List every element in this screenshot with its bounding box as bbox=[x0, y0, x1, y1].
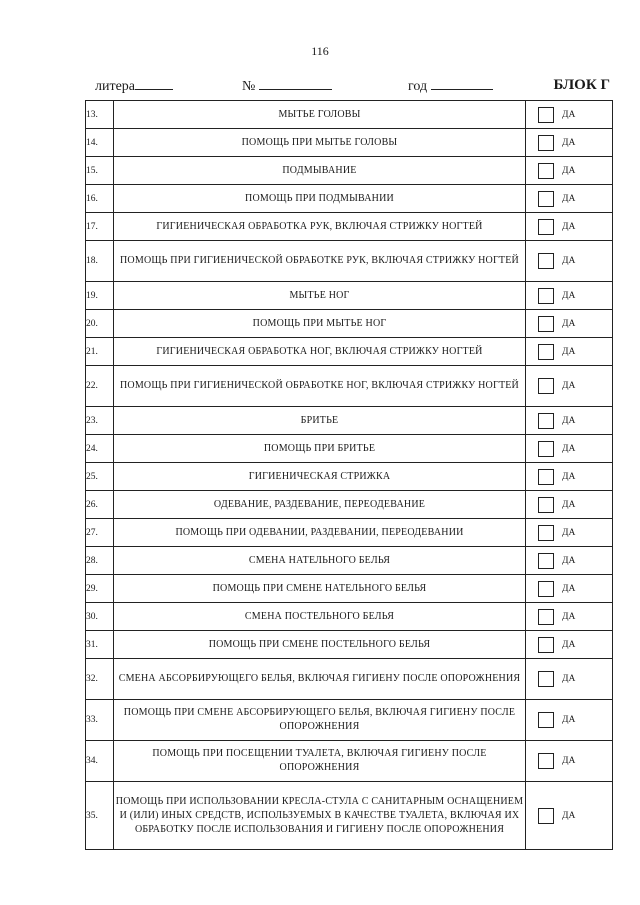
row-number: 33. bbox=[86, 700, 114, 741]
row-number: 14. bbox=[86, 129, 114, 157]
table-row bbox=[86, 129, 613, 157]
number-label: № bbox=[242, 79, 256, 94]
yes-label: ДА bbox=[562, 318, 576, 329]
yes-option[interactable] bbox=[526, 637, 612, 653]
yes-checkbox[interactable] bbox=[538, 107, 554, 123]
row-number: 35. bbox=[86, 782, 114, 850]
row-number: 30. bbox=[86, 603, 114, 631]
yes-checkbox[interactable] bbox=[538, 378, 554, 394]
yes-option[interactable] bbox=[526, 497, 612, 513]
answer-cell bbox=[526, 435, 613, 463]
table-row bbox=[86, 741, 613, 782]
table-row bbox=[86, 366, 613, 407]
yes-option[interactable] bbox=[526, 107, 612, 123]
table-row bbox=[86, 310, 613, 338]
activity-description: ПОМОЩЬ ПРИ ОДЕВАНИИ, РАЗДЕВАНИИ, ПЕРЕОДЕВАНИИ bbox=[114, 519, 526, 547]
row-number: 28. bbox=[86, 547, 114, 575]
row-number: 27. bbox=[86, 519, 114, 547]
year-field[interactable] bbox=[408, 77, 493, 95]
row-number: 15. bbox=[86, 157, 114, 185]
yes-label: ДА bbox=[562, 109, 576, 120]
number-field[interactable] bbox=[242, 77, 332, 95]
activity-description: ПОМОЩЬ ПРИ МЫТЬЕ ГОЛОВЫ bbox=[114, 129, 526, 157]
table-row bbox=[86, 338, 613, 366]
row-number: 24. bbox=[86, 435, 114, 463]
yes-label: ДА bbox=[562, 346, 576, 357]
yes-label: ДА bbox=[562, 499, 576, 510]
table-row bbox=[86, 603, 613, 631]
yes-option[interactable] bbox=[526, 288, 612, 304]
yes-option[interactable] bbox=[526, 469, 612, 485]
yes-option[interactable] bbox=[526, 413, 612, 429]
yes-option[interactable] bbox=[526, 525, 612, 541]
yes-checkbox[interactable] bbox=[538, 609, 554, 625]
yes-label: ДА bbox=[562, 471, 576, 482]
yes-checkbox[interactable] bbox=[538, 497, 554, 513]
yes-label: ДА bbox=[562, 810, 576, 821]
year-label: год bbox=[408, 79, 428, 94]
yes-option[interactable] bbox=[526, 163, 612, 179]
yes-checkbox[interactable] bbox=[538, 288, 554, 304]
litera-blank-line[interactable] bbox=[135, 77, 173, 90]
yes-option[interactable] bbox=[526, 135, 612, 151]
year-blank-line[interactable] bbox=[431, 77, 493, 90]
answer-cell bbox=[526, 407, 613, 435]
activity-description: ПОМОЩЬ ПРИ СМЕНЕ НАТЕЛЬНОГО БЕЛЬЯ bbox=[114, 575, 526, 603]
yes-label: ДА bbox=[562, 527, 576, 538]
answer-cell bbox=[526, 213, 613, 241]
yes-label: ДА bbox=[562, 611, 576, 622]
litera-field[interactable] bbox=[95, 77, 173, 95]
row-number: 25. bbox=[86, 463, 114, 491]
activity-description: ПОМОЩЬ ПРИ ГИГИЕНИЧЕСКОЙ ОБРАБОТКЕ НОГ, ВКЛЮЧАЯ СТРИЖКУ НОГТЕЙ bbox=[114, 366, 526, 407]
answer-cell bbox=[526, 575, 613, 603]
answer-cell bbox=[526, 491, 613, 519]
row-number: 23. bbox=[86, 407, 114, 435]
answer-cell bbox=[526, 282, 613, 310]
answer-cell bbox=[526, 547, 613, 575]
yes-checkbox[interactable] bbox=[538, 637, 554, 653]
table-row bbox=[86, 659, 613, 700]
answer-cell bbox=[526, 519, 613, 547]
yes-label: ДА bbox=[562, 290, 576, 301]
block-label: БЛОК Г bbox=[553, 77, 610, 93]
yes-checkbox[interactable] bbox=[538, 253, 554, 269]
table-row bbox=[86, 463, 613, 491]
yes-option[interactable] bbox=[526, 609, 612, 625]
number-blank-line[interactable] bbox=[259, 77, 332, 90]
yes-option[interactable] bbox=[526, 316, 612, 332]
row-number: 29. bbox=[86, 575, 114, 603]
yes-checkbox[interactable] bbox=[538, 163, 554, 179]
yes-option[interactable] bbox=[526, 378, 612, 394]
answer-cell bbox=[526, 185, 613, 213]
activity-description: ПОМОЩЬ ПРИ БРИТЬЕ bbox=[114, 435, 526, 463]
yes-label: ДА bbox=[562, 137, 576, 148]
yes-option[interactable] bbox=[526, 344, 612, 360]
yes-checkbox[interactable] bbox=[538, 135, 554, 151]
yes-option[interactable] bbox=[526, 753, 612, 769]
yes-option[interactable] bbox=[526, 191, 612, 207]
activity-description: СМЕНА НАТЕЛЬНОГО БЕЛЬЯ bbox=[114, 547, 526, 575]
yes-checkbox[interactable] bbox=[538, 753, 554, 769]
yes-label: ДА bbox=[562, 165, 576, 176]
yes-checkbox[interactable] bbox=[538, 671, 554, 687]
row-number: 32. bbox=[86, 659, 114, 700]
table-row bbox=[86, 631, 613, 659]
activities-table-body bbox=[86, 101, 613, 850]
row-number: 21. bbox=[86, 338, 114, 366]
yes-option[interactable] bbox=[526, 808, 612, 824]
form-header bbox=[95, 77, 610, 95]
row-number: 26. bbox=[86, 491, 114, 519]
activity-description: ПОДМЫВАНИЕ bbox=[114, 157, 526, 185]
yes-label: ДА bbox=[562, 193, 576, 204]
table-row bbox=[86, 185, 613, 213]
activity-description: ПОМОЩЬ ПРИ ПОДМЫВАНИИ bbox=[114, 185, 526, 213]
answer-cell bbox=[526, 338, 613, 366]
row-number: 17. bbox=[86, 213, 114, 241]
yes-checkbox[interactable] bbox=[538, 525, 554, 541]
activity-description: МЫТЬЕ ГОЛОВЫ bbox=[114, 101, 526, 129]
yes-checkbox[interactable] bbox=[538, 316, 554, 332]
yes-label: ДА bbox=[562, 381, 576, 391]
table-row bbox=[86, 282, 613, 310]
activities-table bbox=[85, 100, 613, 850]
yes-option[interactable] bbox=[526, 581, 612, 597]
activity-description: МЫТЬЕ НОГ bbox=[114, 282, 526, 310]
answer-cell bbox=[526, 741, 613, 782]
yes-checkbox[interactable] bbox=[538, 808, 554, 824]
table-row bbox=[86, 213, 613, 241]
answer-cell bbox=[526, 101, 613, 129]
yes-label: ДА bbox=[562, 256, 576, 266]
table-row bbox=[86, 241, 613, 282]
activity-description: ПОМОЩЬ ПРИ СМЕНЕ ПОСТЕЛЬНОГО БЕЛЬЯ bbox=[114, 631, 526, 659]
activity-description: ПОМОЩЬ ПРИ МЫТЬЕ НОГ bbox=[114, 310, 526, 338]
yes-option[interactable] bbox=[526, 253, 612, 269]
yes-checkbox[interactable] bbox=[538, 581, 554, 597]
yes-label: ДА bbox=[562, 415, 576, 426]
yes-checkbox[interactable] bbox=[538, 553, 554, 569]
activity-description: ГИГИЕНИЧЕСКАЯ СТРИЖКА bbox=[114, 463, 526, 491]
answer-cell bbox=[526, 603, 613, 631]
row-number: 16. bbox=[86, 185, 114, 213]
activity-description: ПОМОЩЬ ПРИ ПОСЕЩЕНИИ ТУАЛЕТА, ВКЛЮЧАЯ ГИГИЕНУ ПОСЛЕ ОПОРОЖНЕНИЯ bbox=[114, 741, 526, 782]
page-number: 116 bbox=[311, 44, 329, 58]
yes-checkbox[interactable] bbox=[538, 413, 554, 429]
row-number: 34. bbox=[86, 741, 114, 782]
table-row bbox=[86, 157, 613, 185]
yes-label: ДА bbox=[562, 555, 576, 566]
yes-label: ДА bbox=[562, 443, 576, 454]
table-row bbox=[86, 519, 613, 547]
yes-checkbox[interactable] bbox=[538, 219, 554, 235]
answer-cell bbox=[526, 310, 613, 338]
activity-description: ПОМОЩЬ ПРИ СМЕНЕ АБСОРБИРУЮЩЕГО БЕЛЬЯ, ВКЛЮЧАЯ ГИГИЕНУ ПОСЛЕ ОПОРОЖНЕНИЯ bbox=[114, 700, 526, 741]
yes-label: ДА bbox=[562, 674, 576, 684]
table-row bbox=[86, 575, 613, 603]
yes-option[interactable] bbox=[526, 671, 612, 687]
row-number: 19. bbox=[86, 282, 114, 310]
activity-description: ПОМОЩЬ ПРИ ГИГИЕНИЧЕСКОЙ ОБРАБОТКЕ РУК, ВКЛЮЧАЯ СТРИЖКУ НОГТЕЙ bbox=[114, 241, 526, 282]
row-number: 22. bbox=[86, 366, 114, 407]
answer-cell bbox=[526, 463, 613, 491]
activity-description: ПОМОЩЬ ПРИ ИСПОЛЬЗОВАНИИ КРЕСЛА-СТУЛА С САНИТАРНЫМ ОСНАЩЕНИЕМ И (ИЛИ) ИНЫХ СРЕДСТВ, ИСПОЛЬЗУЕМЫХ В КАЧЕСТВЕ ТУАЛЕТА, ВКЛЮЧАЯ ИХ ОБРАБОТКУ ПОСЛЕ ИСПОЛЬЗОВАНИЯ И ГИГИЕНУ ПОСЛЕ ОПОРОЖНЕНИЯ bbox=[114, 782, 526, 850]
answer-cell bbox=[526, 782, 613, 850]
yes-checkbox[interactable] bbox=[538, 469, 554, 485]
row-number: 13. bbox=[86, 101, 114, 129]
yes-checkbox[interactable] bbox=[538, 344, 554, 360]
activity-description: СМЕНА ПОСТЕЛЬНОГО БЕЛЬЯ bbox=[114, 603, 526, 631]
yes-option[interactable] bbox=[526, 441, 612, 457]
activity-description: СМЕНА АБСОРБИРУЮЩЕГО БЕЛЬЯ, ВКЛЮЧАЯ ГИГИЕНУ ПОСЛЕ ОПОРОЖНЕНИЯ bbox=[114, 659, 526, 700]
activity-description: БРИТЬЕ bbox=[114, 407, 526, 435]
table-row bbox=[86, 547, 613, 575]
yes-label: ДА bbox=[562, 221, 576, 232]
row-number: 20. bbox=[86, 310, 114, 338]
activity-description: ОДЕВАНИЕ, РАЗДЕВАНИЕ, ПЕРЕОДЕВАНИЕ bbox=[114, 491, 526, 519]
row-number: 31. bbox=[86, 631, 114, 659]
answer-cell bbox=[526, 241, 613, 282]
yes-label: ДА bbox=[562, 583, 576, 594]
answer-cell bbox=[526, 157, 613, 185]
yes-checkbox[interactable] bbox=[538, 441, 554, 457]
table-row bbox=[86, 782, 613, 850]
answer-cell bbox=[526, 129, 613, 157]
answer-cell bbox=[526, 366, 613, 407]
table-row bbox=[86, 435, 613, 463]
table-row bbox=[86, 101, 613, 129]
yes-label: ДА bbox=[562, 639, 576, 650]
answer-cell bbox=[526, 700, 613, 741]
answer-cell bbox=[526, 631, 613, 659]
activity-description: ГИГИЕНИЧЕСКАЯ ОБРАБОТКА НОГ, ВКЛЮЧАЯ СТРИЖКУ НОГТЕЙ bbox=[114, 338, 526, 366]
table-row bbox=[86, 491, 613, 519]
yes-label: ДА bbox=[562, 756, 576, 766]
yes-option[interactable] bbox=[526, 553, 612, 569]
row-number: 18. bbox=[86, 241, 114, 282]
yes-label: ДА bbox=[562, 715, 576, 725]
yes-option[interactable] bbox=[526, 219, 612, 235]
yes-option[interactable] bbox=[526, 712, 612, 728]
litera-label: литера bbox=[95, 79, 136, 94]
activity-description: ГИГИЕНИЧЕСКАЯ ОБРАБОТКА РУК, ВКЛЮЧАЯ СТРИЖКУ НОГТЕЙ bbox=[114, 213, 526, 241]
yes-checkbox[interactable] bbox=[538, 191, 554, 207]
table-row bbox=[86, 407, 613, 435]
table-row bbox=[86, 700, 613, 741]
yes-checkbox[interactable] bbox=[538, 712, 554, 728]
answer-cell bbox=[526, 659, 613, 700]
